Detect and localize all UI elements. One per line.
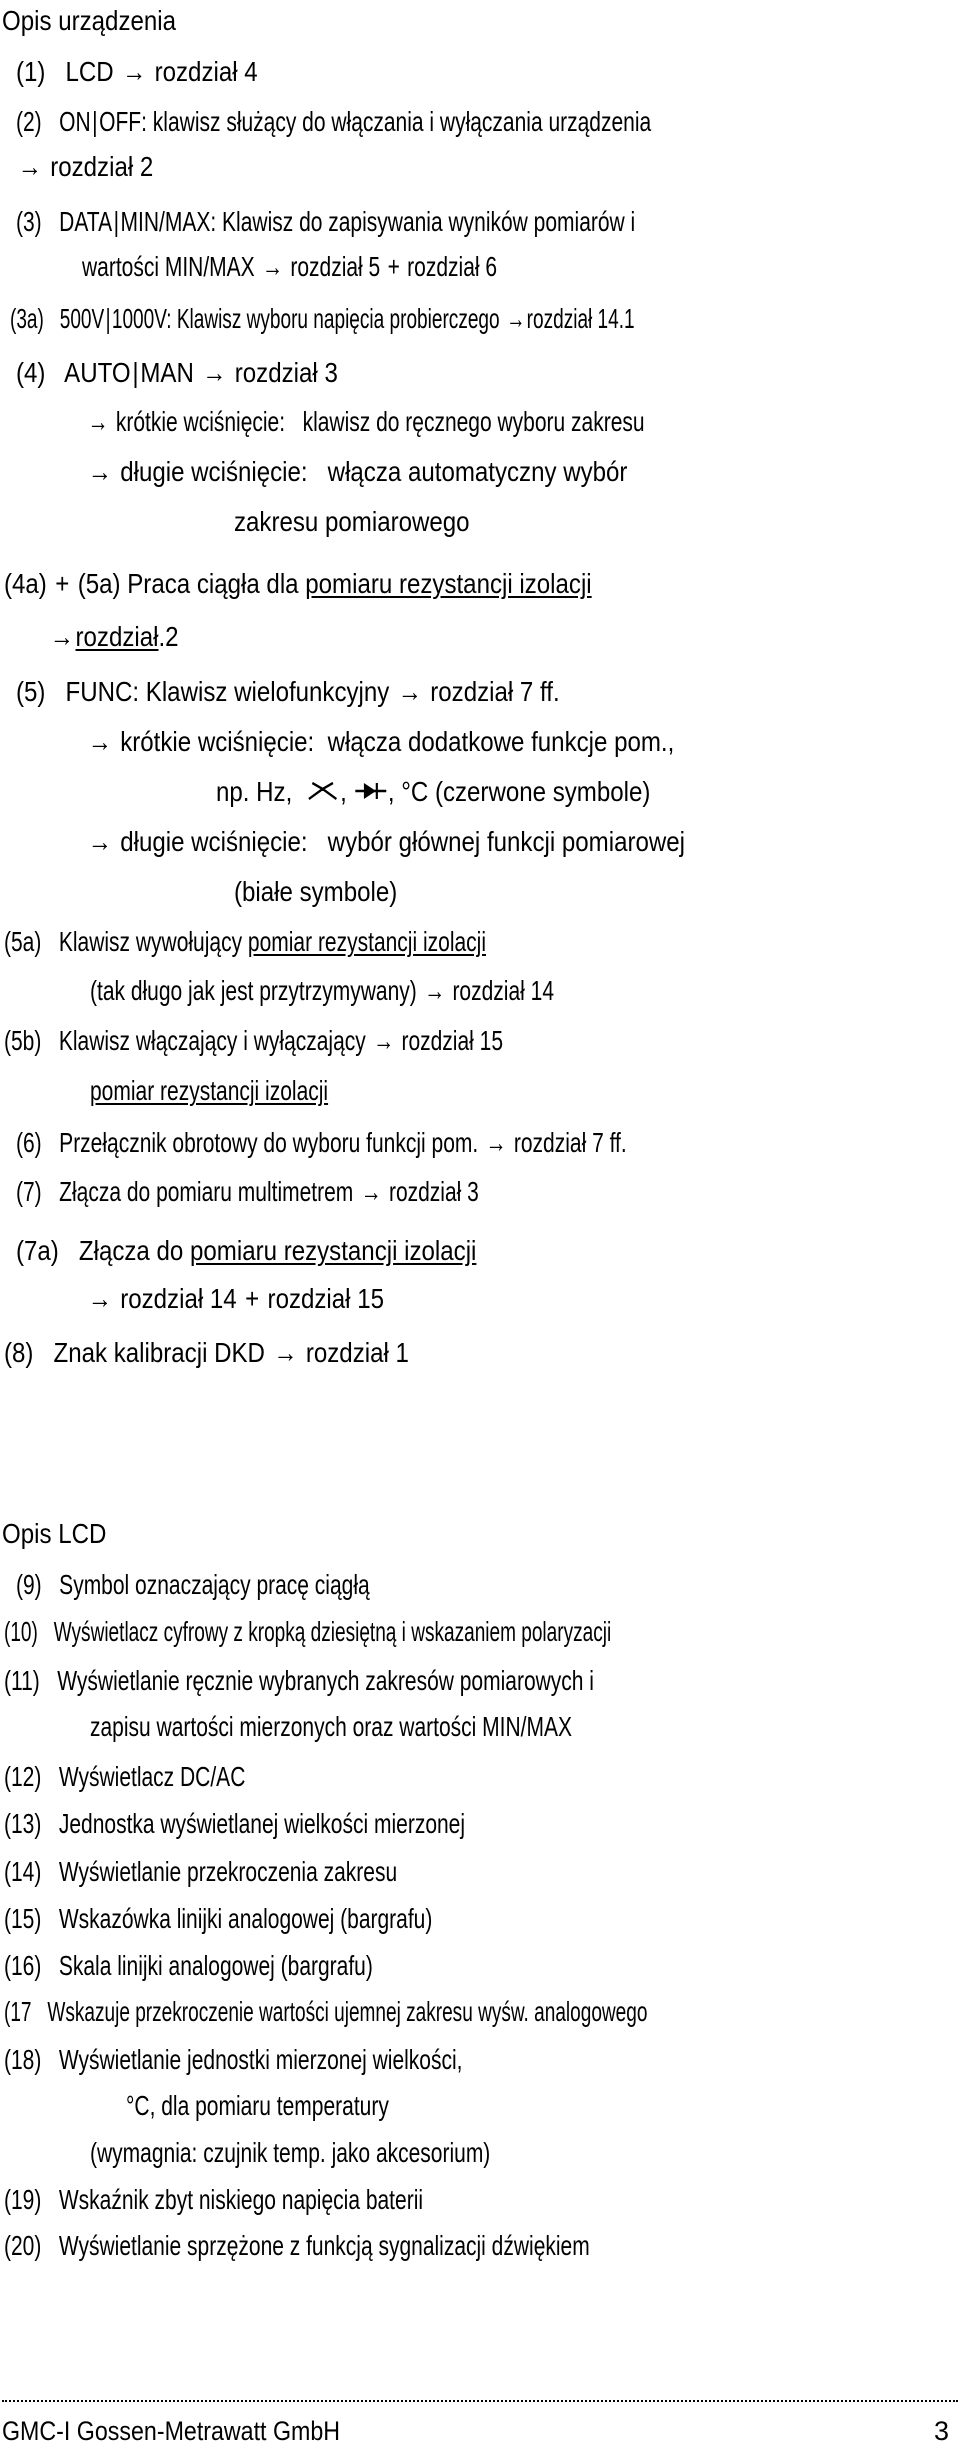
item-3a: (3a) 500V|1000V: Klawisz wyboru napięcia probierczego →rozdział 14.1 — [10, 303, 635, 334]
arrow-icon: → — [49, 621, 74, 652]
device-section-title: Opis urządzenia — [2, 5, 177, 36]
arrow-icon: → — [506, 303, 526, 334]
lcd-item-18-line2: °C, dla pomiaru temperatury — [126, 2090, 389, 2121]
item-4a: (4a) + (5a) Praca ciągła dla pomiaru rezystancji izolacji — [4, 568, 592, 599]
item-5b: (5b) Klawisz włączający i wyłączający → rozdział 15 — [4, 1025, 504, 1056]
lcd-item-13: (13) Jednostka wyświetlanej wielkości mierzonej — [4, 1808, 466, 1839]
plus-sign: + — [245, 1283, 260, 1314]
separator-bar: | — [113, 206, 120, 237]
item-5a: (5a) Klawisz wywołujący pomiar rezystancji izolacji — [4, 926, 486, 957]
item-5-short-press: → krótkie wciśnięcie: włącza dodatkowe funkcje pom., — [87, 726, 675, 757]
lcd-item-9: (9) Symbol oznaczający pracę ciągłą — [16, 1569, 370, 1600]
lcd-item-10: (10) Wyświetlacz cyfrowy z kropką dziesiętną i wskazaniem polaryzacji — [4, 1616, 612, 1647]
arrow-icon: → — [87, 826, 112, 857]
lcd-item-11-cont: zapisu wartości mierzonych oraz wartości MIN/MAX — [90, 1711, 572, 1742]
arrow-icon: → — [87, 1283, 112, 1314]
arrow-icon: → — [373, 1025, 395, 1056]
arrow-icon: → — [485, 1127, 507, 1158]
arrow-icon: → — [87, 406, 109, 437]
continuity-icon — [306, 777, 340, 811]
item-5-long-press-cont: (białe symbole) — [234, 876, 398, 907]
item-4-long-press: → długie wciśnięcie: włącza automatyczny wybór — [87, 456, 628, 487]
lcd-item-18-line3: (wymagnia: czujnik temp. jako akcesorium) — [90, 2137, 491, 2168]
arrow-icon: → — [424, 975, 446, 1006]
item-5-long-press: → długie wciśnięcie: wybór głównej funkcji pomiarowej — [87, 826, 686, 857]
lcd-item-12: (12) Wyświetlacz DC/AC — [4, 1761, 246, 1792]
arrow-icon: → — [87, 456, 112, 487]
arrow-icon: → — [202, 357, 227, 388]
lcd-item-18: (18) Wyświetlanie jednostki mierzonej wielkości, — [4, 2044, 463, 2075]
item-2: (2) ON|OFF: klawisz służący do włączania i wyłączania urządzenia — [16, 106, 652, 137]
lcd-item-16: (16) Skala linijki analogowej (bargrafu) — [4, 1950, 373, 1981]
arrow-icon: → — [262, 251, 284, 282]
separator-bar: | — [92, 106, 98, 137]
lcd-item-15: (15) Wskazówka linijki analogowej (bargrafu) — [4, 1903, 433, 1934]
item-4: (4) AUTO|MAN → rozdział 3 — [16, 357, 338, 388]
item-7a-ref: → rozdział 14 + rozdział 15 — [87, 1283, 385, 1314]
arrow-icon: → — [273, 1337, 298, 1368]
item-5-examples: np. Hz, , , °C (czerwone symbole) — [216, 775, 650, 811]
arrow-icon: → — [87, 726, 112, 757]
item-3-line2: wartości MIN/MAX → rozdział 5 + rozdział 6 — [82, 251, 498, 282]
footer-company: GMC-I Gossen-Metrawatt GmbH — [2, 2416, 341, 2446]
item-8: (8) Znak kalibracji DKD → rozdział 1 — [4, 1337, 409, 1368]
item-4-long-press-cont: zakresu pomiarowego — [234, 506, 470, 537]
separator-bar: | — [105, 303, 111, 334]
diode-icon — [353, 777, 387, 811]
footer-page-number: 3 — [934, 2416, 950, 2446]
lcd-item-14: (14) Wyświetlanie przekroczenia zakresu — [4, 1856, 398, 1887]
arrow-icon: → — [397, 676, 422, 707]
plus-sign: + — [387, 251, 400, 282]
plus-sign: + — [55, 568, 70, 599]
footer-divider — [2, 2400, 958, 2402]
item-2-ref: → rozdział 2 — [17, 151, 154, 182]
lcd-item-17: (17 Wskazuje przekroczenie wartości ujemnej zakresu wyśw. analogowego — [4, 1996, 648, 2027]
lcd-section-title: Opis LCD — [2, 1518, 107, 1549]
item-4a-ref: →rozdział.2 — [49, 621, 179, 652]
lcd-item-20: (20) Wyświetlanie sprzężone z funkcją sygnalizacji dźwiękiem — [4, 2230, 590, 2261]
arrow-icon: → — [360, 1176, 382, 1207]
item-4-short-press: → krótkie wciśnięcie: klawisz do ręcznego wyboru zakresu — [87, 406, 645, 437]
item-5b-cont: pomiar rezystancji izolacji — [90, 1075, 329, 1106]
item-7: (7) Złącza do pomiaru multimetrem → rozdział 3 — [16, 1176, 479, 1207]
item-5a-cont: (tak długo jak jest przytrzymywany) → rozdział 14 — [90, 975, 554, 1006]
item-1: (1) LCD → rozdział 4 — [16, 56, 258, 87]
arrow-icon: → — [17, 151, 42, 182]
item-6: (6) Przełącznik obrotowy do wyboru funkcji pom. → rozdział 7 ff. — [16, 1127, 627, 1158]
lcd-item-19: (19) Wskaźnik zbyt niskiego napięcia baterii — [4, 2184, 424, 2215]
item-3: (3) DATA|MIN/MAX: Klawisz do zapisywania wyników pomiarów i — [16, 206, 636, 237]
arrow-icon: → — [122, 56, 147, 87]
item-7a: (7a) Złącza do pomiaru rezystancji izolacji — [16, 1235, 477, 1266]
item-5: (5) FUNC: Klawisz wielofunkcyjny → rozdział 7 ff. — [16, 676, 560, 707]
lcd-item-11: (11) Wyświetlanie ręcznie wybranych zakresów pomiarowych i — [4, 1665, 594, 1696]
separator-bar: | — [132, 357, 139, 388]
